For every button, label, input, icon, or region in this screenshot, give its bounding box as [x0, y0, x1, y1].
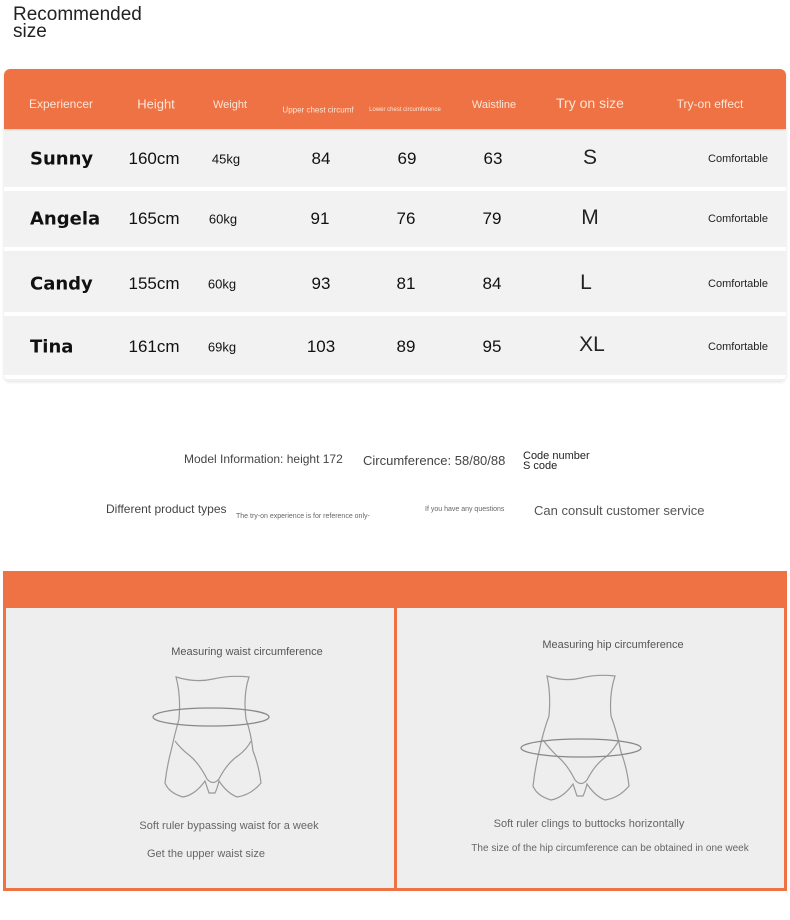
cell-lower-chest: 89 — [396, 337, 416, 356]
waist-panel — [6, 608, 394, 888]
table-row — [4, 319, 786, 379]
model-info: Model Information: height 172 — [184, 452, 343, 466]
title-line-1: Recommended — [13, 4, 142, 25]
code-number: Code number — [523, 450, 590, 462]
cell-name: Tina — [30, 336, 74, 358]
title-line-2: size — [13, 21, 47, 42]
measurement-section — [3, 571, 787, 891]
cell-waistline: 63 — [483, 149, 503, 168]
cell-name: Candy — [30, 273, 93, 295]
cell-name: Sunny — [30, 148, 94, 170]
cell-weight: 60kg — [207, 276, 237, 292]
header-try-on-effect: Try-on effect — [676, 97, 744, 111]
table-row — [4, 256, 786, 316]
header-lower-chest: Lower chest circumference — [369, 107, 441, 113]
cell-weight: 69kg — [207, 339, 237, 355]
cell-lower-chest: 81 — [396, 274, 416, 293]
cell-weight: 60kg — [208, 211, 238, 227]
reference-note: The try-on experience is for reference only- — [236, 513, 370, 520]
cell-try-on-size: M — [581, 205, 599, 229]
hip-panel — [397, 608, 784, 888]
cell-upper-chest: 91 — [310, 209, 330, 228]
cell-height: 160cm — [128, 149, 180, 168]
cell-try-on-size: S — [582, 145, 598, 169]
table-header — [4, 69, 786, 129]
cell-upper-chest: 103 — [306, 337, 336, 356]
header-weight: Weight — [212, 99, 248, 111]
cell-try-on-effect: Comfortable — [708, 341, 768, 353]
hip-instruction-2: The size of the hip circumference can be obtained in one week — [471, 843, 749, 854]
waist-instruction-2: Get the upper waist size — [146, 848, 266, 860]
cell-height: 161cm — [128, 337, 180, 356]
header-experiencer: Experiencer — [28, 97, 94, 111]
waist-instruction-1: Soft ruler bypassing waist for a week — [139, 820, 319, 832]
size-table — [4, 69, 786, 381]
waist-title: Measuring waist circumference — [171, 646, 323, 658]
cell-waistline: 79 — [482, 209, 502, 228]
cell-height: 165cm — [128, 209, 180, 228]
cell-try-on-size: XL — [579, 332, 605, 356]
consult-service: Can consult customer service — [534, 503, 705, 518]
questions-note: If you have any questions — [425, 506, 505, 513]
hip-title: Measuring hip circumference — [542, 639, 684, 651]
cell-try-on-effect: Comfortable — [708, 278, 768, 290]
cell-try-on-effect: Comfortable — [708, 213, 768, 225]
cell-upper-chest: 84 — [311, 149, 331, 168]
waist-body-icon — [151, 671, 276, 801]
table-row — [4, 191, 786, 251]
cell-lower-chest: 76 — [396, 209, 416, 228]
header-try-on-size: Try on size — [556, 95, 624, 111]
cell-weight: 45kg — [211, 151, 241, 167]
circumference-info: Circumference: 58/80/88 — [363, 453, 506, 468]
cell-upper-chest: 93 — [311, 274, 331, 293]
hip-body-icon — [517, 670, 647, 805]
cell-try-on-effect: Comfortable — [708, 153, 768, 165]
cell-name: Angela — [30, 208, 101, 230]
page-title — [13, 6, 142, 40]
cell-waistline: 84 — [482, 274, 502, 293]
cell-try-on-size: L — [580, 270, 592, 294]
header-upper-chest: Upper chest circumf — [282, 105, 354, 115]
cell-waistline: 95 — [482, 337, 502, 356]
cell-lower-chest: 69 — [397, 149, 417, 168]
header-height: Height — [137, 96, 175, 112]
hip-instruction-1: Soft ruler clings to buttocks horizontally — [493, 818, 685, 830]
s-code: S code — [523, 460, 558, 472]
header-waistline: Waistline — [471, 99, 517, 111]
cell-height: 155cm — [128, 274, 180, 293]
product-types: Different product types — [106, 502, 227, 516]
table-row — [4, 131, 786, 191]
